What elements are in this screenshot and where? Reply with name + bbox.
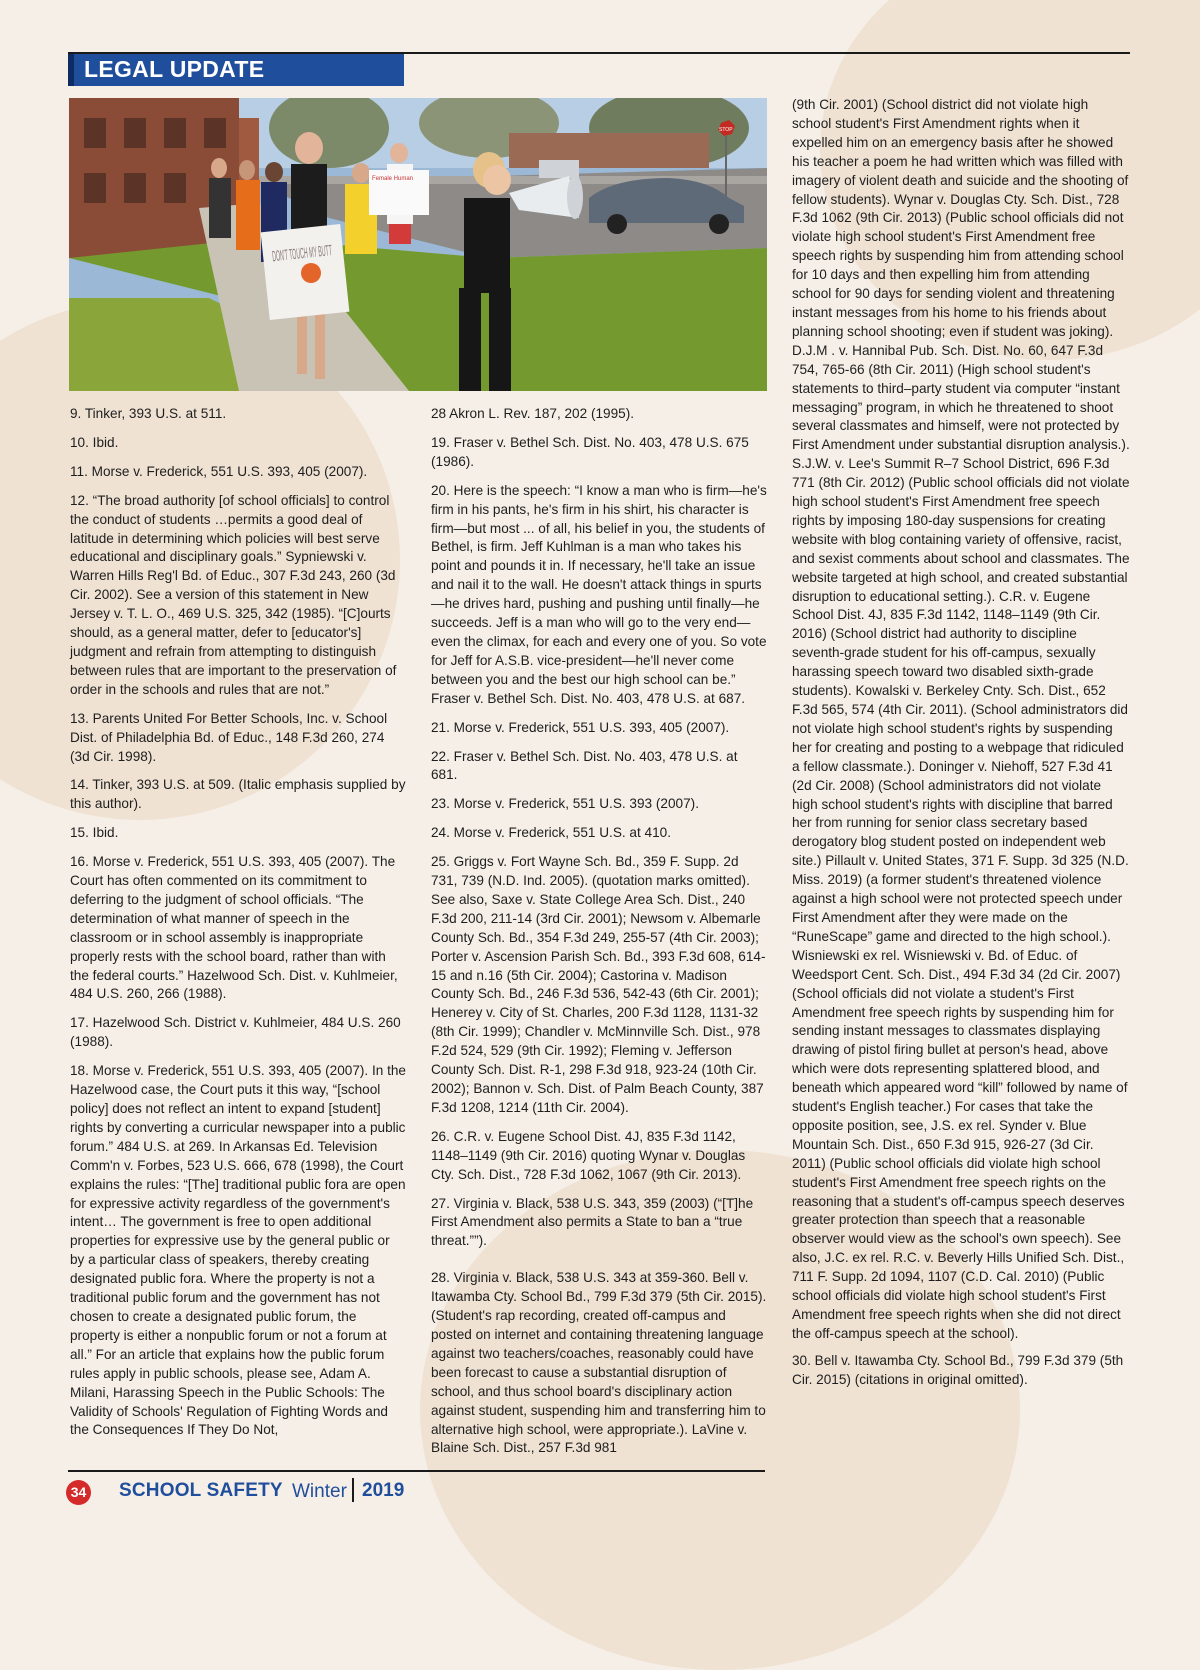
magazine-name: SCHOOL SAFETY	[119, 1480, 283, 1501]
footnote: (9th Cir. 2001) (School district did not violate high school student's First Amendment rights when it expelled him on an emergency basis after he showed his teacher a poem he had written which was filled with imagery of violent death and suicide and the shooting of fellow students). Wynar v. Douglas Cty. Sch. Dist., 728 F.3d 1062 (9th Cir. 2013) (Public school officials did not violate high school student's First Amendment free speech rights by suspending him from attending school for 10 days and then expelling him from attending school for 90 days for sending violent and threatening instant messages from his home to his friends about planning school shooting; even if student was joking). D.J.M . v. Hannibal Pub. Sch. Dist. No. 60, 647 F.3d 754, 765-66 (8th Cir. 2011) (High school student's statements to third–party student via computer “instant messaging” program, in which he threatened to shoot several classmates and himself, were not protected by First Amendment under substantial disruption analysis.). S.J.W. v. Lee's Summit R–7 School District, 696 F.3d 771 (8th Cir. 2012) (Public school officials did not violate high school student's First Amendment free speech rights by imposing 180-day suspensions for creating website with blog containing variety of offensive, racist, and sexist comments about school and classmates. The website targeted at high school, and created substantial disruption to educational setting.). C.R. v. Eugene School Dist. 4J, 835 F.3d 1142, 1148–1149 (9th Cir. 2016) (School district had authority to discipline seventh-grade student for his off-campus, sexually harassing speech toward two disabled sixth-grade students). Kowalski v. Berkeley Cnty. Sch. Dist., 652 F.3d 565, 574 (4th Cir. 2011). (School administrators did not violate high school student's rights by suspending her for creating and posting to a webpage that ridiculed a fellow classmate.). Doninger v. Niehoff, 527 F.3d 41 (2d Cir. 2008) (School administrators did not violate high school student's rights with discipline that barred her from running for senior class secretary based derogatory blog student posted on independent web site.) Pillault v. United States, 371 F. Supp. 3d 325 (N.D. Miss. 2019) (a former student's threatened violence against a high school were not protected speech under First Amendment after they were made on the “RuneScape” game and directed to the high school.). Wisniewski ex rel. Wisniewski v. Bd. of Educ. of Weedsport Cent. Sch. Dist., 494 F.3d 34 (2d Cir. 2007) (School officials did not violate a student's First Amendment free speech rights by suspending him for sending instant messages to classmates displaying drawing of pistol firing bullet at person's head, above which were dots representing splattered blood, and beneath which appeared word “kill” followed by name of student's English teacher.) For cases that take the opposite position, see, J.S. ex rel. Synder v. Blue Mountain Sch. Dist., 650 F.3d 915, 926-27 (3d Cir. 2011) (Public school officials did violate high school student's First Amendment free speech rights on the reasoning that a student's off-campus speech deserves greater protection than speech that a reasonable observer would view as the school's own speech). See also, J.C. ex rel. R.C. v. Beverly Hills Unified Sch. Dist., 711 F. Supp. 2d 1094, 1107 (C.D. Cal. 2010) (Public school officials did violate high school student's First Amendment free speech rights when she did not direct the off-campus speech at the school).	[792, 97, 1130, 1341]
footnote: 10. Ibid.	[70, 434, 119, 450]
protest-photo	[69, 98, 767, 391]
footnote: 23. Morse v. Frederick, 551 U.S. 393 (2007).	[431, 796, 699, 812]
issue-year: 2019	[362, 1480, 405, 1501]
footnote: 20. Here is the speech: “I know a man who is firm—he's firm in his pants, he's firm in his shirt, his character is firm—but most ... of all, his belief in you, the students of Bethel, is firm. Jeff Kuhlman is a man who takes his point and pounds it in. If necessary, he'll take an issue and nail it to the wall. He doesn't attack things in spurts—he drives hard, pushing and pushing until finally—he succeeds. Jeff is a man who will go to the very end—even the climax, for each and every one of you. So vote for Jeff for A.S.B. vice-president—he'll never come between you and the best our high school can be.” Fraser v. Bethel Sch. Dist. No. 403, 478 U.S. at 687.	[431, 482, 767, 706]
footnote: 17. Hazelwood Sch. District v. Kuhlmeier, 484 U.S. 260 (1988).	[70, 1015, 401, 1050]
section-header	[68, 54, 404, 86]
footer-rule	[68, 1470, 765, 1472]
footnote: 13. Parents United For Better Schools, Inc. v. School Dist. of Philadelphia Bd. of Educ., 148 F.3d 260, 274 (3d Cir. 1998).	[70, 710, 388, 764]
footnote: 27. Virginia v. Black, 538 U.S. 343, 359 (2003) (“[T]he First Amendment also permits a State to ban a “true threat.””).	[431, 1195, 754, 1249]
protest-sign-right-text: Female Human	[372, 176, 414, 182]
footnote: 19. Fraser v. Bethel Sch. Dist. No. 403, 478 U.S. 675 (1986).	[431, 434, 749, 469]
footnote: 26. C.R. v. Eugene School Dist. 4J, 835 F.3d 1142, 1148–1149 (9th Cir. 2016) quoting Wynar v. Douglas Cty. Sch. Dist., 728 F.3d 1062, 1067 (9th Cir. 2013).	[431, 1128, 746, 1182]
footnote: 12. “The broad authority [of school officials] to control the conduct of students …permits a good deal of latitude in determining which policies will best serve educational and disciplinary goals.” Sypniewski v. Warren Hills Reg'l Bd. of Educ., 307 F.3d 243, 260 (3d Cir. 2002). See a version of this statement in New Jersey v. T. L. O., 469 U.S. 325, 342 (1985). “[C]ourts should, as a general matter, defer to [educator's] judgment and refrain from attempting to distinguish between rules that are important to the preservation of order in the schools and rules that are not.”	[70, 492, 397, 697]
footnote: 21. Morse v. Frederick, 551 U.S. 393, 405 (2007).	[431, 719, 730, 735]
footnote: 15. Ibid.	[70, 825, 119, 841]
footnote: 18. Morse v. Frederick, 551 U.S. 393, 405 (2007). In the Hazelwood case, the Court puts it this way, “[school policy] does not reflect an intent to expand [student] rights by converting a curricular newspaper into a public forum.” 484 U.S. at 269. In Arkansas Ed. Television Comm'n v. Forbes, 523 U.S. 666, 678 (1998), the Court explains the rules: “[The] traditional public fora are open for expressive activity regardless of the government's intent… The government is free to open additional properties for expressive use by the general public or by a particular class of speakers, thereby creating designated public fora. Where the property is not a traditional public forum and the government has not chosen to create a designated public forum, the property is either a nonpublic forum or not a forum at all.” For an article that explains how the public forum rules apply in public schools, please see, Adam A. Milani, Harassing Speech in the Public Schools: The Validity of Schools' Regulation of Fighting Words and the Consequences If They Do Not,	[70, 1063, 406, 1438]
footnote: 24. Morse v. Frederick, 551 U.S. at 410.	[431, 825, 672, 841]
issue-season: Winter	[292, 1481, 347, 1502]
footnote: 25. Griggs v. Fort Wayne Sch. Bd., 359 F. Supp. 2d 731, 739 (N.D. Ind. 2005). (quotation marks omitted). See also, Saxe v. State College Area Sch. Dist., 240 F.3d 200, 211-14 (3rd Cir. 2001); Newsom v. Albemarle County Sch. Bd., 354 F.3d 249, 255-57 (4th Cir. 2003); Porter v. Ascension Parish Sch. Bd., 393 F.3d 608, 614-15 and n.16 (5th Cir. 2004); Castorina v. Madison County Sch. Bd., 246 F.3d 536, 542-43 (6th Cir. 2001); Henerey v. City of St. Charles, 200 F.3d 1128, 1131-32 (8th Cir. 1999); Chandler v. McMinnville Sch. Dist., 978 F.2d 524, 529 (9th Cir. 1992); Fleming v. Jefferson County Sch. Dist. R-1, 298 F.3d 918, 923-24 (10th Cir. 2002); Bannon v. Sch. Dist. of Palm Beach County, 387 F.3d 1208, 1214 (11th Cir. 2004).	[431, 854, 766, 1115]
footnote: 28 Akron L. Rev. 187, 202 (1995).	[431, 406, 635, 421]
stop-sign-text: STOP	[719, 127, 733, 133]
footnote: 22. Fraser v. Bethel Sch. Dist. No. 403, 478 U.S. at 681.	[431, 748, 738, 783]
footnote: 28. Virginia v. Black, 538 U.S. 343 at 359-360. Bell v. Itawamba Cty. School Bd., 799 F.3d 379 (5th Cir. 2015). (Student's rap recording, created off-campus and posted on internet and containing threatening language against two teachers/coaches, reasonably could have been forecast to cause a substantial disruption of school, and thus school board's disciplinary action against student, suspending him and transferring him to alternative high school, were appropriate.). LaVine v. Blaine Sch. Dist., 257 F.3d 981	[431, 1270, 767, 1456]
footer-separator	[352, 1478, 354, 1502]
footnote: 11. Morse v. Frederick, 551 U.S. 393, 405 (2007).	[70, 463, 368, 479]
footnote: 16. Morse v. Frederick, 551 U.S. 393, 405 (2007). The Court has often commented on its commitment to deferring to the judgment of school officials. “The determination of what manner of speech in the classroom or in school assembly is inappropriate properly rests with the school board, rather than with the federal courts.” Hazelwood Sch. Dist. v. Kuhlmeier, 484 U.S. 260, 266 (1988).	[70, 854, 398, 1002]
notes-column-3	[792, 96, 1130, 1398]
section-title: LEGAL UPDATE	[84, 56, 265, 82]
footnote: 14. Tinker, 393 U.S. at 509. (Italic emphasis supplied by this author).	[70, 777, 406, 812]
footnote: 9. Tinker, 393 U.S. at 511.	[70, 406, 227, 421]
notes-column-1	[70, 405, 406, 1450]
notes-column-2	[431, 405, 767, 1468]
page-number-badge: 34	[66, 1480, 91, 1505]
footnote: 30. Bell v. Itawamba Cty. School Bd., 799 F.3d 379 (5th Cir. 2015) (citations in original omitted).	[792, 1352, 1124, 1387]
